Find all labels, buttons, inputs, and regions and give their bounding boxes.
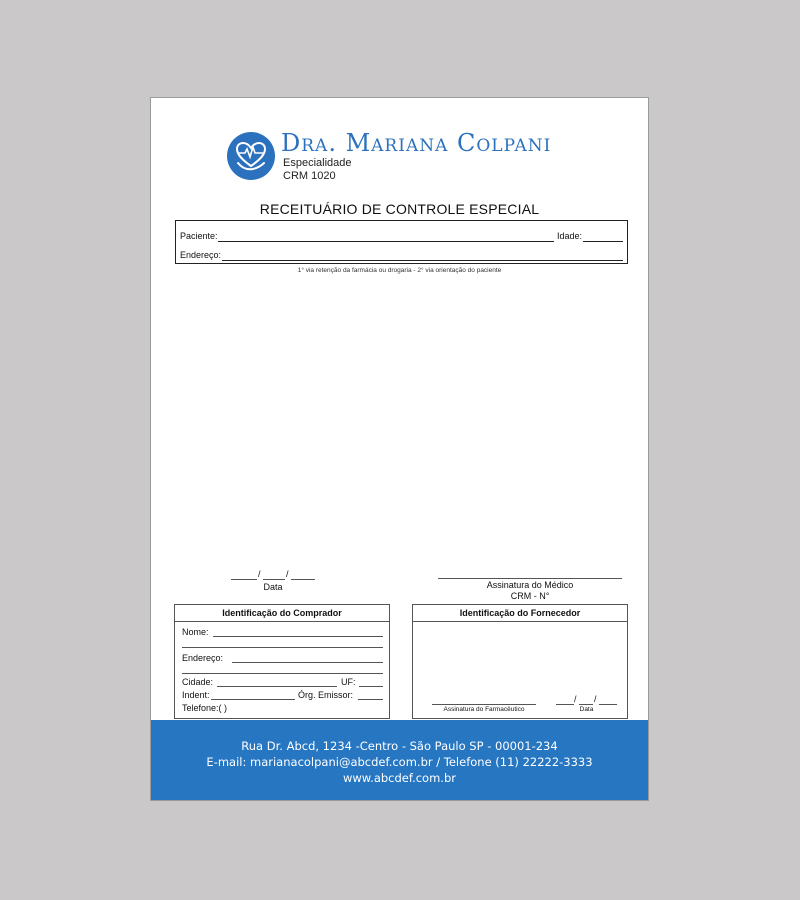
- buyer-name-line-2[interactable]: [182, 647, 383, 648]
- buyer-name-line[interactable]: [213, 636, 383, 637]
- date-month-line[interactable]: [263, 579, 285, 580]
- buyer-address-line-2[interactable]: [182, 673, 383, 674]
- buyer-box: [174, 604, 390, 719]
- buyer-address-label: Endereço:: [182, 653, 224, 663]
- copies-note: 1° via retenção da farmácia ou drogaria - 2° via orientação do paciente: [297, 267, 502, 274]
- footer-address: Rua Dr. Abcd, 1234 -Centro - São Paulo SP - 00001-234: [241, 739, 558, 753]
- buyer-ident-line[interactable]: [211, 699, 295, 700]
- footer-bar: [151, 720, 648, 801]
- date-label: Data: [263, 582, 283, 592]
- pharmacist-signature-label: Assinatura do Farmacêutico: [443, 706, 525, 713]
- buyer-uf-label: UF:: [341, 677, 356, 687]
- doctor-signature-line[interactable]: [438, 578, 622, 579]
- date-day-line[interactable]: [231, 579, 257, 580]
- supplier-title: Identificação do Fornecedor: [413, 605, 627, 622]
- date-year-line[interactable]: [291, 579, 315, 580]
- supplier-date-slash-2: /: [594, 694, 597, 704]
- supplier-date-slash-1: /: [574, 694, 577, 704]
- prescription-sheet: [150, 97, 649, 801]
- age-line[interactable]: [583, 241, 623, 242]
- pharmacist-signature-line[interactable]: [432, 704, 536, 705]
- doctor-name: Dra. Mariana Colpani: [281, 129, 552, 157]
- address-line[interactable]: [222, 260, 623, 261]
- buyer-address-line[interactable]: [232, 662, 383, 663]
- heart-pulse-hand-icon: [227, 132, 275, 180]
- doctor-specialty: Especialidade: [283, 157, 352, 169]
- crm-label: CRM - N°: [510, 591, 550, 601]
- buyer-phone-label: Telefone:( ): [182, 703, 228, 713]
- doctor-signature-label: Assinatura do Médico: [486, 580, 574, 590]
- buyer-title: Identificação do Comprador: [175, 605, 389, 622]
- buyer-issuer-line[interactable]: [358, 699, 383, 700]
- doctor-crm: CRM 1020: [283, 170, 336, 182]
- form-title: RECEITUÁRIO DE CONTROLE ESPECIAL: [259, 201, 540, 217]
- date-slash-2: /: [286, 569, 289, 579]
- supplier-date-label: Data: [579, 706, 594, 713]
- buyer-name-label: Nome:: [182, 627, 209, 637]
- buyer-city-label: Cidade:: [182, 677, 214, 687]
- buyer-city-line[interactable]: [217, 686, 337, 687]
- date-slash-1: /: [258, 569, 261, 579]
- buyer-ident-label: Indent:: [182, 690, 210, 700]
- patient-line[interactable]: [218, 241, 554, 242]
- supplier-date-day-line[interactable]: [556, 704, 574, 705]
- patient-box: [175, 220, 628, 264]
- age-label: Idade:: [557, 231, 583, 241]
- supplier-box: [412, 604, 628, 719]
- footer-website: www.abcdef.com.br: [343, 771, 456, 785]
- footer-contact: E-mail: marianacolpani@abcdef.com.br / Telefone (11) 22222-3333: [206, 755, 593, 769]
- address-label: Endereço:: [180, 250, 222, 260]
- supplier-date-month-line[interactable]: [579, 704, 593, 705]
- supplier-date-year-line[interactable]: [599, 704, 617, 705]
- buyer-issuer-label: Órg. Emissor:: [298, 690, 354, 700]
- patient-label: Paciente:: [180, 231, 218, 241]
- buyer-uf-line[interactable]: [359, 686, 383, 687]
